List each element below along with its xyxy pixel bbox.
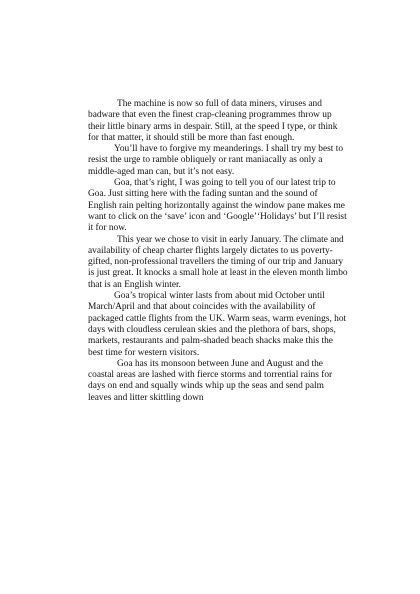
paragraph: Goa’s tropical winter lasts from about mid October until March/April and that about coincides with the availability of packaged cattle flights from the UK. Warm seas, warm evenings, hot days with cloudless cerulean skies and the plethora of bars, shops, markets, restaurants and palm-shaded beach shacks make this the best time for western visitors.: [88, 291, 347, 358]
paragraph: This year we chose to visit in early January. The climate and availability of cheap charter flights largely dictates to us poverty-gifted, non-professional travellers the timing of our trip and January is just great. It knocks a small hole at least in the eleven month limbo that is an English winter.: [88, 234, 348, 290]
paragraph: Goa has its monsoon between June and August and the coastal areas are lashed with fierce storms and torrential rains for days on end and squally winds whip up the seas and send palm leaves and litter skittling down: [88, 358, 333, 403]
paragraph: The machine is now so full of data miners, viruses and badware that even the finest crap-cleaning programmes throw up their little binary arms in despair. Still, at the speed I type, or think for that matter, it should still be more than fast enough.: [88, 99, 338, 143]
body-text: [88, 99, 348, 404]
paragraph: You’ll have to forgive my meanderings. I shall try my best to resist the urge to ramble obliquely or rant maniacally as only a middle-aged man can, but it’s not easy.: [88, 144, 344, 177]
paragraph: Goa, that’s right, I was going to tell you of our latest trip to Goa. Just sitting here with the fading suntan and the sound of English rain pelting horizontally against the window pane makes me want to click on the ‘save’ icon and ‘Google’‘Holidays’ but I’ll resist it for now.: [88, 178, 347, 234]
